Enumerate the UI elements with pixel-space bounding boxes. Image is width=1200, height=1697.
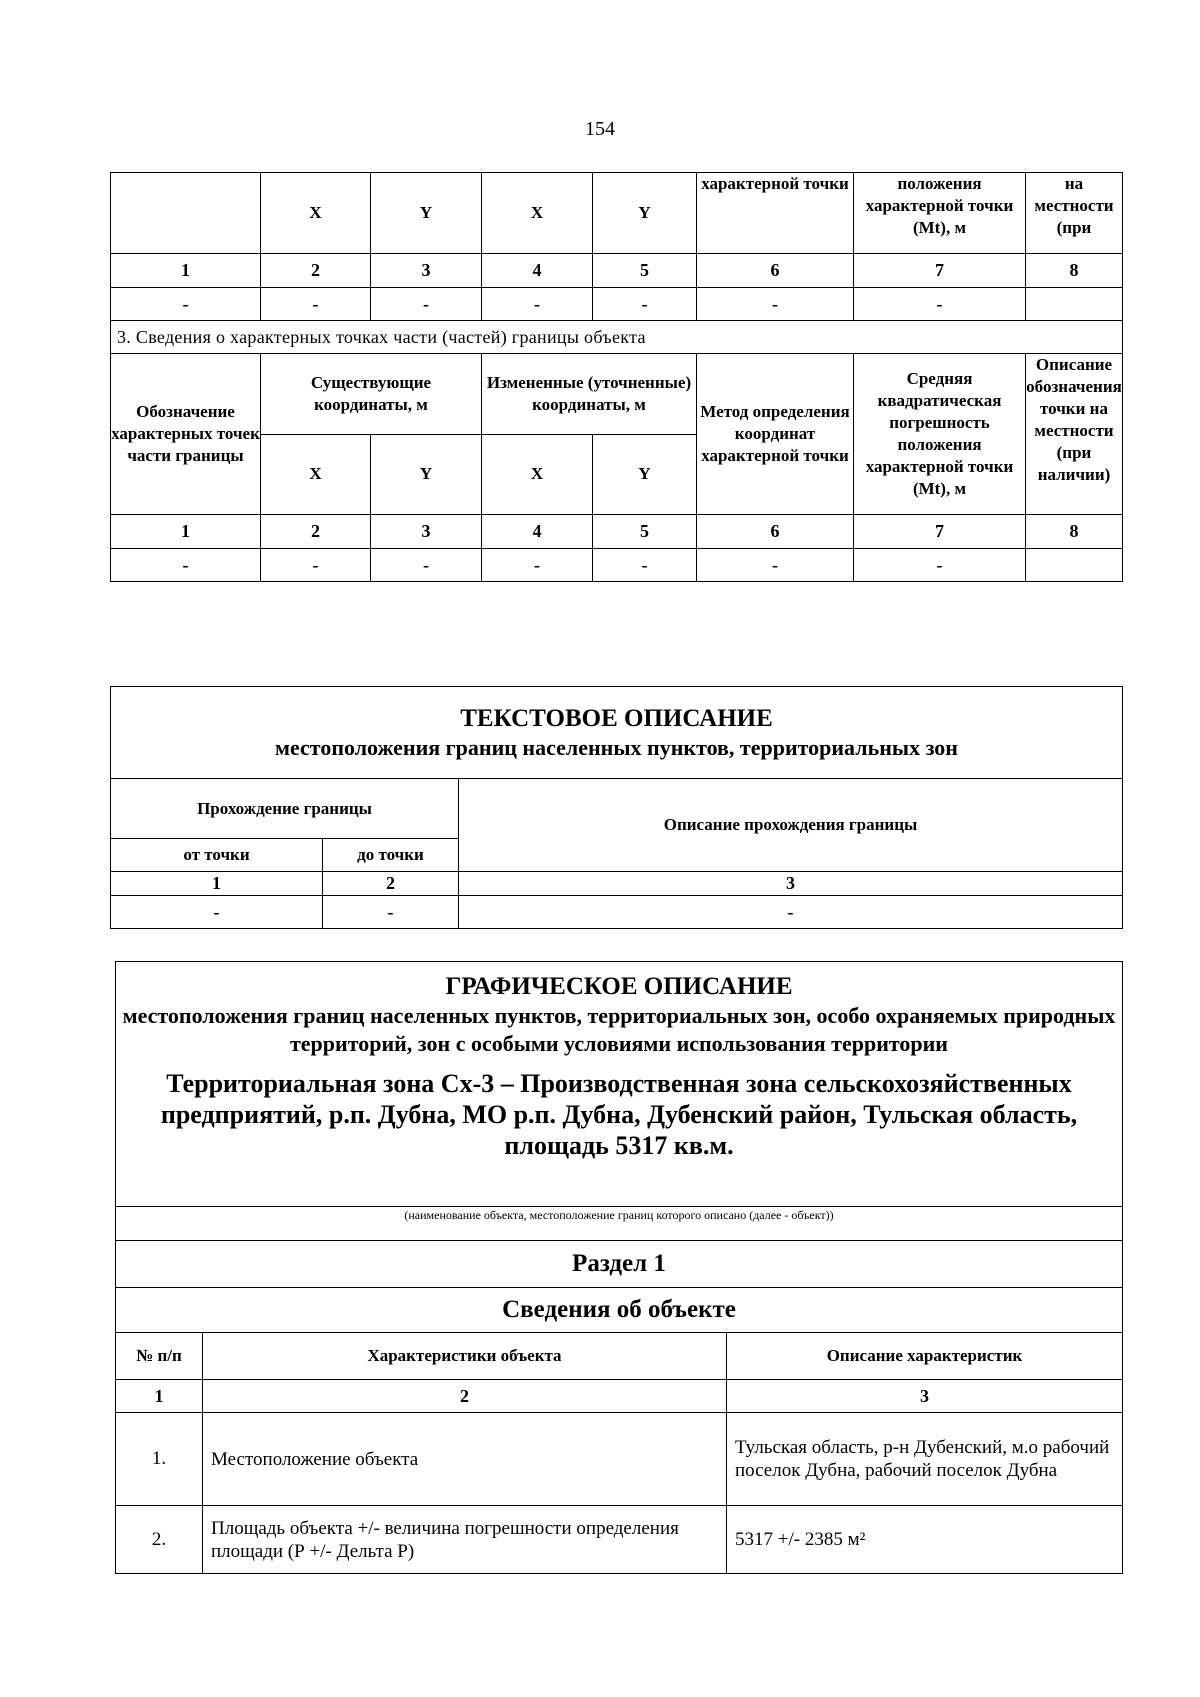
column-number: 4	[482, 515, 593, 549]
header-y-existing: Y	[371, 173, 482, 254]
section-3-title: 3. Сведения о характерных точках части (частей) границы объекта	[111, 321, 1123, 354]
textual-description-title: ТЕКСТОВОЕ ОПИСАНИЕ	[460, 704, 773, 732]
column-number: 3	[459, 872, 1123, 896]
header-y-changed: Y	[593, 434, 697, 515]
column-number: 5	[593, 254, 697, 288]
table-cell: -	[111, 896, 323, 929]
header-x-changed: X	[482, 173, 593, 254]
section-title-row	[111, 321, 1123, 354]
row-number: 1.	[116, 1413, 203, 1506]
header-to-point: до точки	[323, 839, 459, 872]
title-cell	[116, 962, 1123, 1207]
header-method: Метод определения координат характерной точки	[697, 354, 854, 515]
table-cell	[1026, 549, 1123, 582]
column-number: 3	[727, 1380, 1123, 1413]
section-header-row	[111, 354, 1123, 435]
column-number: 6	[697, 254, 854, 288]
header-existing-coordinates: Существующие координаты, м	[261, 354, 482, 435]
header-description: на местности (при	[1026, 173, 1123, 254]
table-cell: -	[482, 288, 593, 321]
table-cell: -	[261, 549, 371, 582]
table-cell: -	[854, 288, 1026, 321]
column-number: 1	[111, 872, 323, 896]
row-description: 5317 +/- 2385 м²	[727, 1506, 1123, 1574]
page-number: 154	[585, 118, 615, 140]
graphical-description-table	[115, 961, 1123, 1574]
column-number: 3	[371, 515, 482, 549]
table-row	[111, 896, 1123, 929]
section-label: Раздел 1	[116, 1241, 1123, 1288]
table-cell: -	[593, 549, 697, 582]
table-cell: -	[482, 549, 593, 582]
graphical-description-title: ГРАФИЧЕСКОЕ ОПИСАНИЕ	[445, 973, 793, 1000]
table-cell: -	[111, 549, 261, 582]
table-cell: -	[697, 549, 854, 582]
header-characteristics-description: Описание характеристик	[727, 1333, 1123, 1380]
row-characteristic: Местоположение объекта	[203, 1413, 727, 1506]
header-item-number: № п/п	[116, 1333, 203, 1380]
object-name-note: (наименование объекта, местоположение границ которого описано (далее - объект))	[116, 1207, 1123, 1241]
column-number: 8	[1026, 515, 1123, 549]
section-title-row	[116, 1288, 1123, 1333]
header-method: характерной точки	[697, 173, 854, 254]
header-boundary: Прохождение границы	[111, 779, 459, 839]
empty-header-cell	[111, 173, 261, 254]
column-number: 1	[111, 515, 261, 549]
header-y-changed: Y	[593, 173, 697, 254]
column-number: 4	[482, 254, 593, 288]
table-header-row	[111, 173, 1123, 254]
header-error: положения характерной точки (Mt), м	[854, 173, 1026, 254]
column-numbers-row	[111, 254, 1123, 288]
column-number: 7	[854, 254, 1026, 288]
title-row	[111, 687, 1123, 779]
header-x-changed: X	[482, 434, 593, 515]
table-cell: -	[854, 549, 1026, 582]
column-number: 2	[203, 1380, 727, 1413]
header-error: Средняя квадратическая погрешность положения характерной точки (Mt), м	[854, 354, 1026, 515]
column-number: 1	[111, 254, 261, 288]
title-row	[116, 962, 1123, 1207]
table-header-row	[116, 1333, 1123, 1380]
column-number: 2	[261, 254, 371, 288]
header-characteristics: Характеристики объекта	[203, 1333, 727, 1380]
object-name: Территориальная зона Сх-3 – Производственная зона сельскохозяйственных предприятий, р.п. Дубна, МО р.п. Дубна, Дубенский район, Тульская область, площадь 5317 кв.м.	[160, 1069, 1078, 1160]
header-from-point: от точки	[111, 839, 323, 872]
coordinates-table	[110, 172, 1123, 582]
row-characteristic: Площадь объекта +/- величина погрешности определения площади (Р +/- Дельта Р)	[203, 1506, 727, 1574]
textual-description-subtitle: местоположения границ населенных пунктов, территориальных зон	[275, 734, 958, 760]
column-number: 7	[854, 515, 1026, 549]
column-number: 8	[1026, 254, 1123, 288]
table-cell: -	[593, 288, 697, 321]
column-number: 3	[371, 254, 482, 288]
header-point-designation: Обозначение характерных точек части границы	[111, 354, 261, 515]
table-cell: -	[371, 288, 482, 321]
column-number: 5	[593, 515, 697, 549]
row-number: 2.	[116, 1506, 203, 1574]
column-numbers-row	[116, 1380, 1123, 1413]
header-boundary-description: Описание прохождения границы	[459, 779, 1123, 872]
header-x-existing: X	[261, 434, 371, 515]
column-numbers-row	[111, 515, 1123, 549]
table-header-row	[111, 779, 1123, 839]
column-number: 1	[116, 1380, 203, 1413]
row-description: Тульская область, р-н Дубенский, м.о рабочий поселок Дубна, рабочий поселок Дубна	[727, 1413, 1123, 1506]
table-cell	[1026, 288, 1123, 321]
table-cell: -	[371, 549, 482, 582]
title-cell	[111, 687, 1123, 779]
table-cell: -	[697, 288, 854, 321]
graphical-description-subtitle: местоположения границ населенных пунктов, территориальных зон, особо охраняемых природных территорий, зон с особыми условиями использования территории	[122, 1003, 1116, 1056]
column-number: 2	[323, 872, 459, 896]
name-note-row	[116, 1207, 1123, 1241]
column-numbers-row	[111, 872, 1123, 896]
table-cell: -	[459, 896, 1123, 929]
table-row	[116, 1506, 1123, 1574]
table-row	[111, 549, 1123, 582]
table-cell: -	[323, 896, 459, 929]
table-row	[111, 288, 1123, 321]
section-title: Сведения об объекте	[116, 1288, 1123, 1333]
section-row	[116, 1241, 1123, 1288]
header-description-text: Описание обозначения точки на местности (при наличии)	[1026, 355, 1122, 484]
textual-description-table	[110, 686, 1123, 929]
column-number: 2	[261, 515, 371, 549]
table-cell: -	[111, 288, 261, 321]
header-y-existing: Y	[371, 434, 482, 515]
header-x-existing: X	[261, 173, 371, 254]
header-description	[1026, 354, 1123, 515]
table-cell: -	[261, 288, 371, 321]
column-number: 6	[697, 515, 854, 549]
table-row	[116, 1413, 1123, 1506]
header-changed-coordinates: Измененные (уточненные) координаты, м	[482, 354, 697, 435]
